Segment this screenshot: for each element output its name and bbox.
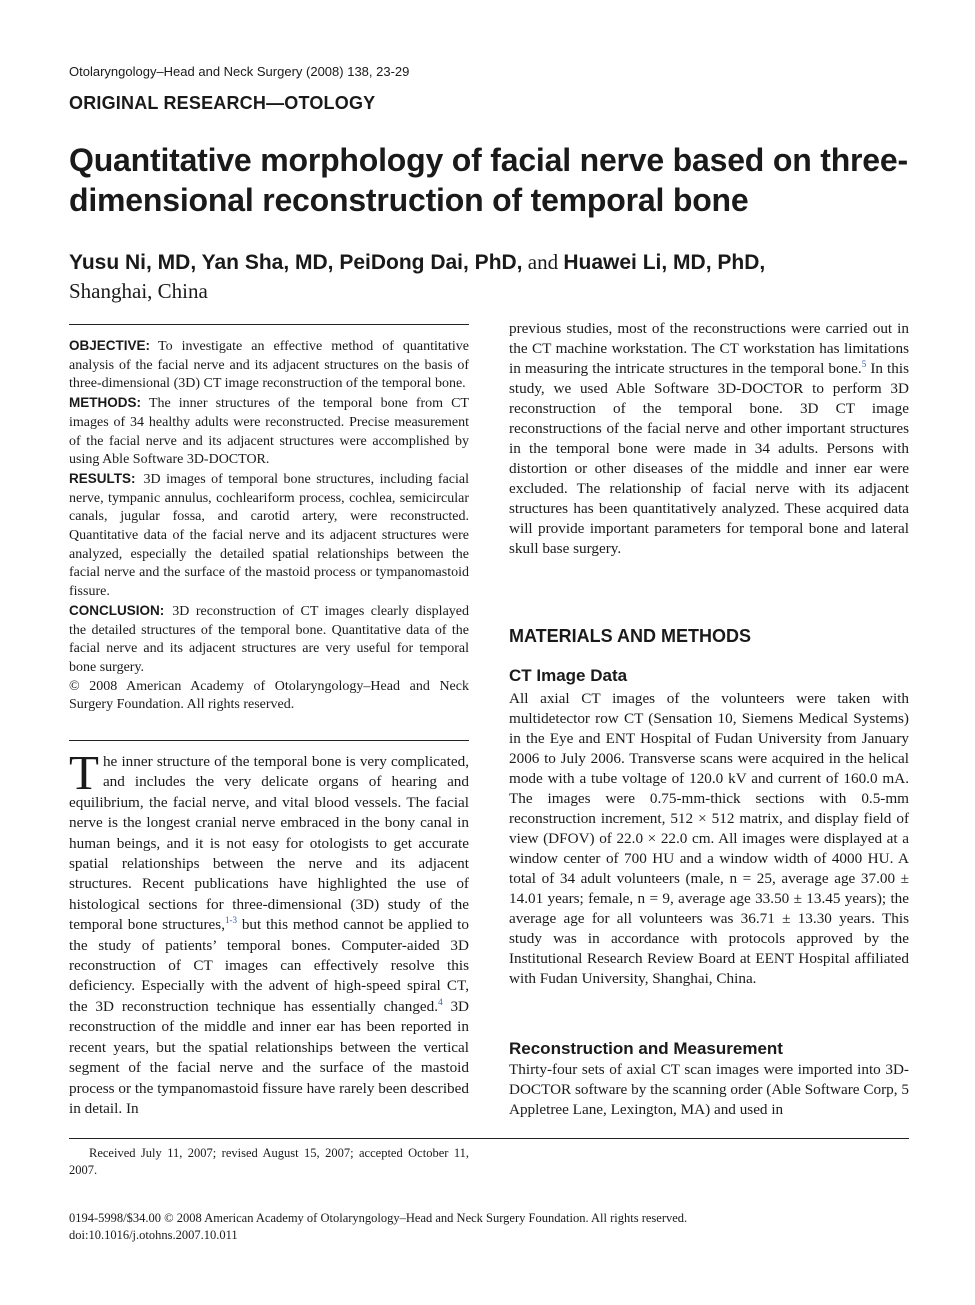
methods-text: The inner structures of the temporal bone from CT images of 34 healthy adults were reconstructed. Precise measurement of the facial nerve and its adjacent structures were accomplished by using Able Software 3D-DOCTOR. bbox=[69, 396, 469, 468]
objective-label: OBJECTIVE: bbox=[69, 338, 151, 353]
reconstruction-text: Thirty-four sets of axial CT scan images were imported into 3D-DOCTOR software by the scanning order (Able Software Corp, 5 Appletree Lane, Lexington, MA) and used in bbox=[509, 1061, 909, 1118]
intro-paragraph bbox=[69, 745, 470, 1119]
author-list bbox=[69, 248, 929, 305]
article-title: Quantitative morphology of facial nerve based on three-dimensional reconstruction of temporal bone bbox=[69, 142, 908, 218]
abstract-top-rule bbox=[69, 324, 469, 325]
conclusion-text: 3D reconstruction of CT images clearly displayed the detailed structures of the temporal bone. Quantitative data of the facial nerve and its adjacent structures are very useful for temporal bone surgery. bbox=[69, 603, 469, 675]
intro-continued-b: In this study, we used Able Software 3D-DOCTOR to perform 3D reconstruction of the temporal bone. 3D CT image reconstructions of the facial nerve and other important structures in the temporal bone were made in 34 adults. Persons with distortion or other diseases of the middle and inner ear were excluded. The relationship of facial nerve with its adjacent structures has been quantitatively analyzed. These acquired data will provide important parameters for temporal bone and lateral skull base surgery. bbox=[509, 360, 909, 557]
intro-text-c: 3D reconstruction of the middle and inner ear has been reported in recent years, but the spatial relationships between the vertical segment of the facial nerve and the surface of the mastoid process or the tympanomastoid fissure have rarely been described in detail. In bbox=[69, 997, 470, 1117]
reconstruction-heading: Reconstruction and Measurement bbox=[509, 1039, 783, 1058]
ct-data-text: All axial CT images of the volunteers were taken with multidetector row CT (Sensation 10, Siemens Medical Systems) in the Eye and ENT Hospital of Fudan University from January 2006 to July 2006. Transverse scans were acquired in the helical mode with a tube voltage of 120.0 kV and current of 160.0 mA. The images were 0.75-mm-thick sections with 0.5-mm reconstruction increment, 512 × 512 matrix, and display field of view (DFOV) of 22.0 × 22.0 cm. All images were displayed at a window center of 700 HU and a window width of 4000 HU. A total of 34 adult volunteers (male, n = 25, average age 37.00 ± 14.01 years; female, n = 9, average age 33.50 ± 13.45 years); the average age for all volunteers was 36.71 ± 13.30 years. This study was in accordance with protocols approved by the Institutional Research Review Board at EENT Hospital affiliated with Fudan University, Shanghai, China. bbox=[509, 690, 909, 987]
intro-continued-a: previous studies, most of the reconstructions were carried out in the CT machine workstation. The CT workstation has limitations in measuring the intricate structures in the temporal bone. bbox=[509, 320, 909, 377]
objective-text: To investigate an effective method of quantitative analysis of the facial nerve and its adjacent structures on the basis of three-dimensional (3D) CT image reconstruction of the temporal bone. bbox=[69, 339, 469, 392]
citation-link[interactable]: 4 bbox=[438, 996, 443, 1007]
results-text: 3D images of temporal bone structures, including facial nerve, tympanic annulus, cochleariform process, cochlea, semicircular canals, jugular fossa, and carotid artery, were reconstructed. Quantitative data of the facial nerve and its adjacent structures were analyzed, especially the detailed spatial relationships between the facial nerve and the surface of the mastoid process or tympanomastoid fissure. bbox=[69, 471, 469, 600]
drop-cap: T bbox=[69, 745, 99, 800]
intro-text-a: he inner structure of the temporal bone is very complicated, and includes the very delicate organs of hearing and equilibrium, the facial nerve, and vital blood vessels. The facial nerve is the longest cranial nerve embraced in the bony canal in human beings, and it is not easy for otologists to get accurate spatial relationships between the nerve and its adjacent structures. Recent publications have highlighted the use of histological sections for three-dimensional (3D) study of the temporal bone structures, bbox=[69, 753, 469, 934]
citation-link[interactable]: 5 bbox=[861, 358, 867, 369]
abstract-conclusion bbox=[69, 602, 469, 678]
abstract-objective bbox=[69, 337, 469, 394]
authors-part2: Huawei Li, MD, PhD, bbox=[563, 251, 766, 274]
footnote-rule bbox=[69, 1138, 909, 1139]
intro-continued bbox=[509, 319, 909, 559]
abstract bbox=[69, 337, 469, 715]
authors-conjunction: and bbox=[522, 250, 564, 274]
ct-data-paragraph bbox=[509, 689, 909, 989]
author-location: Shanghai, China bbox=[69, 279, 208, 303]
received-dates: Received July 11, 2007; revised August 15, 2007; accepted October 11, 2007. bbox=[69, 1146, 469, 1177]
ct-data-heading: CT Image Data bbox=[509, 666, 628, 685]
reconstruction-paragraph bbox=[509, 1060, 909, 1120]
abstract-methods bbox=[69, 394, 469, 470]
abstract-results bbox=[69, 470, 469, 602]
section-label: ORIGINAL RESEARCH—OTOLOGY bbox=[69, 93, 376, 113]
citation-link[interactable]: 1-3 bbox=[225, 915, 237, 926]
introduction-right-column bbox=[509, 319, 909, 559]
methods-label: METHODS: bbox=[69, 395, 141, 411]
introduction-left-column bbox=[69, 745, 470, 1119]
footer-copyright: 0194-5998/$34.00 © 2008 American Academy of Otolaryngology–Head and Neck Surgery Foundation. All rights reserved. bbox=[69, 1211, 688, 1225]
abstract-copyright: © 2008 American Academy of Otolaryngology–Head and Neck Surgery Foundation. All rights reserved. bbox=[69, 678, 469, 713]
materials-heading: MATERIALS AND METHODS bbox=[509, 626, 751, 646]
abstract-bottom-rule bbox=[69, 740, 469, 741]
intro-text-b: but this method cannot be applied to the study of patients’ temporal bones. Computer-aided 3D reconstruction of CT images can effectively resolve this deficiency. Especially with the advent of high-speed spiral CT, the 3D reconstruction technique has essentially changed. bbox=[69, 916, 469, 1015]
doi-link[interactable]: doi:10.1016/j.otohns.2007.10.011 bbox=[69, 1228, 238, 1242]
results-label: RESULTS: bbox=[69, 470, 136, 486]
conclusion-label: CONCLUSION: bbox=[69, 602, 165, 618]
journal-reference: Otolaryngology–Head and Neck Surgery (2008) 138, 23-29 bbox=[69, 64, 410, 79]
authors-part1: Yusu Ni, MD, Yan Sha, MD, PeiDong Dai, PhD, bbox=[69, 251, 523, 274]
